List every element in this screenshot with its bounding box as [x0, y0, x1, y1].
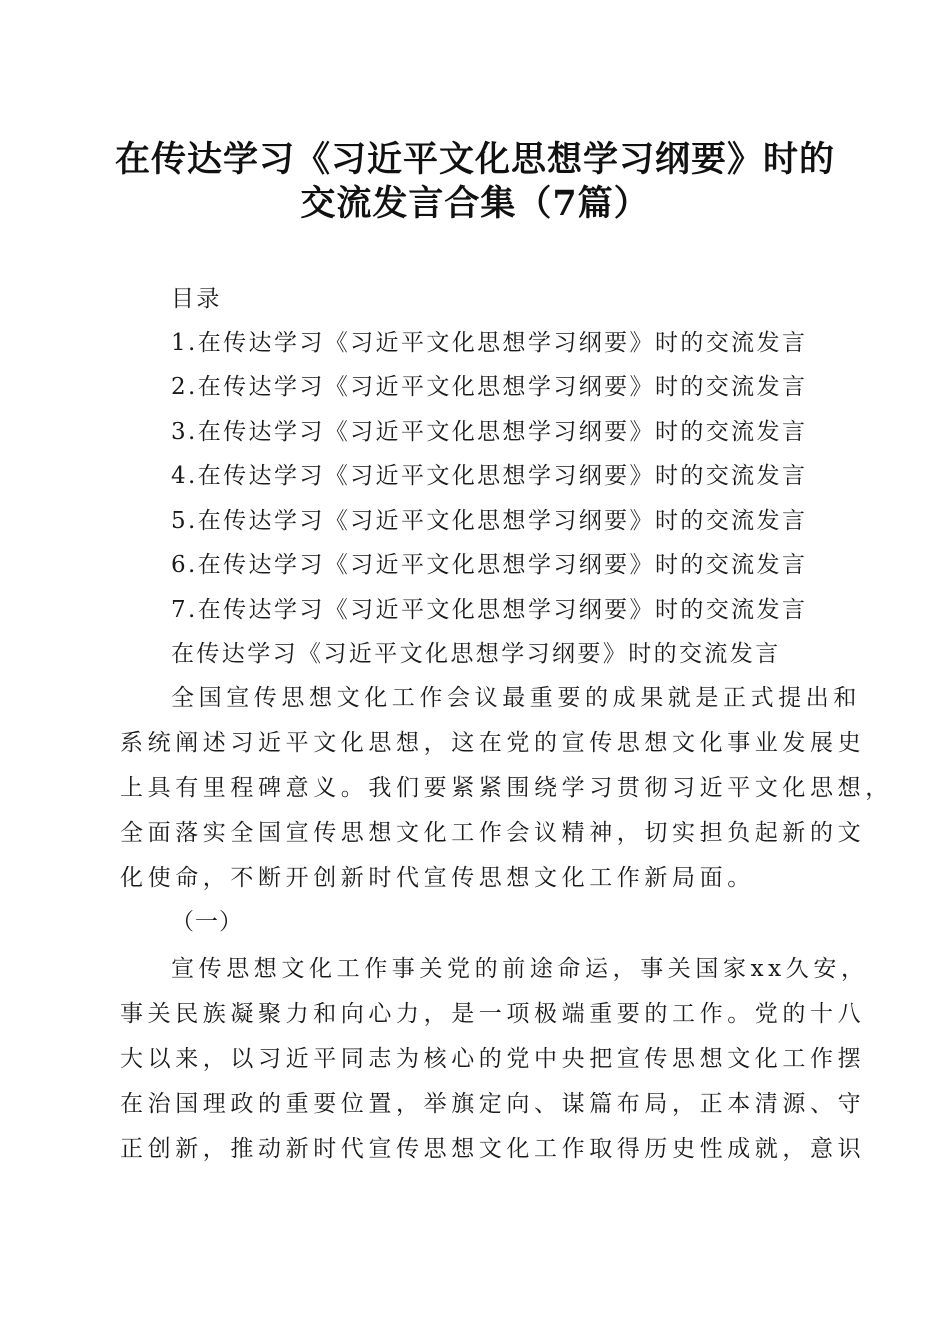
toc-item-6: 6.在传达学习《习近平文化思想学习纲要》时的交流发言 [171, 552, 808, 578]
toc-item-1: 1.在传达学习《习近平文化思想学习纲要》时的交流发言 [171, 330, 808, 356]
toc-item-4: 4.在传达学习《习近平文化思想学习纲要》时的交流发言 [171, 463, 808, 489]
paragraph-1-line-5: 化使命，不断开创新时代宣传思想文化工作新局面。 [120, 865, 755, 891]
paragraph-1-line-4: 全面落实全国宣传思想文化工作会议精神，切实担负起新的文 [120, 820, 866, 846]
document-title-line-2: 交流发言合集（7篇） [300, 183, 650, 224]
article-title: 在传达学习《习近平文化思想学习纲要》时的交流发言 [171, 641, 781, 667]
paragraph-1-line-2: 系统阐述习近平文化思想，这在党的宣传思想文化事业发展史 [120, 730, 866, 756]
paragraph-2-line-4: 在治国理政的重要位置，举旗定向、谋篇布局，正本清源、守 [120, 1091, 866, 1117]
paragraph-2-line-1: 宣传思想文化工作事关党的前途命运，事关国家xx久安， [171, 956, 869, 982]
toc-label: 目录 [171, 286, 222, 312]
document-title-line-1: 在传达学习《习近平文化思想学习纲要》时的 [114, 139, 835, 180]
toc-item-2: 2.在传达学习《习近平文化思想学习纲要》时的交流发言 [171, 374, 808, 400]
toc-item-7: 7.在传达学习《习近平文化思想学习纲要》时的交流发言 [171, 597, 808, 623]
toc-item-3: 3.在传达学习《习近平文化思想学习纲要》时的交流发言 [171, 419, 808, 445]
paragraph-1-line-1: 全国宣传思想文化工作会议最重要的成果就是正式提出和 [171, 685, 861, 711]
section-heading: （一） [171, 909, 243, 935]
paragraph-1-line-3: 上具有里程碑意义。我们要紧紧围绕学习贯彻习近平文化思想， [120, 775, 893, 801]
toc-item-5: 5.在传达学习《习近平文化思想学习纲要》时的交流发言 [171, 508, 808, 534]
paragraph-2-line-5: 正创新，推动新时代宣传思想文化工作取得历史性成就，意识 [120, 1136, 866, 1162]
paragraph-2-line-2: 事关民族凝聚力和向心力，是一项极端重要的工作。党的十八 [120, 1001, 866, 1027]
paragraph-2-line-3: 大以来，以习近平同志为核心的党中央把宣传思想文化工作摆 [120, 1046, 866, 1072]
